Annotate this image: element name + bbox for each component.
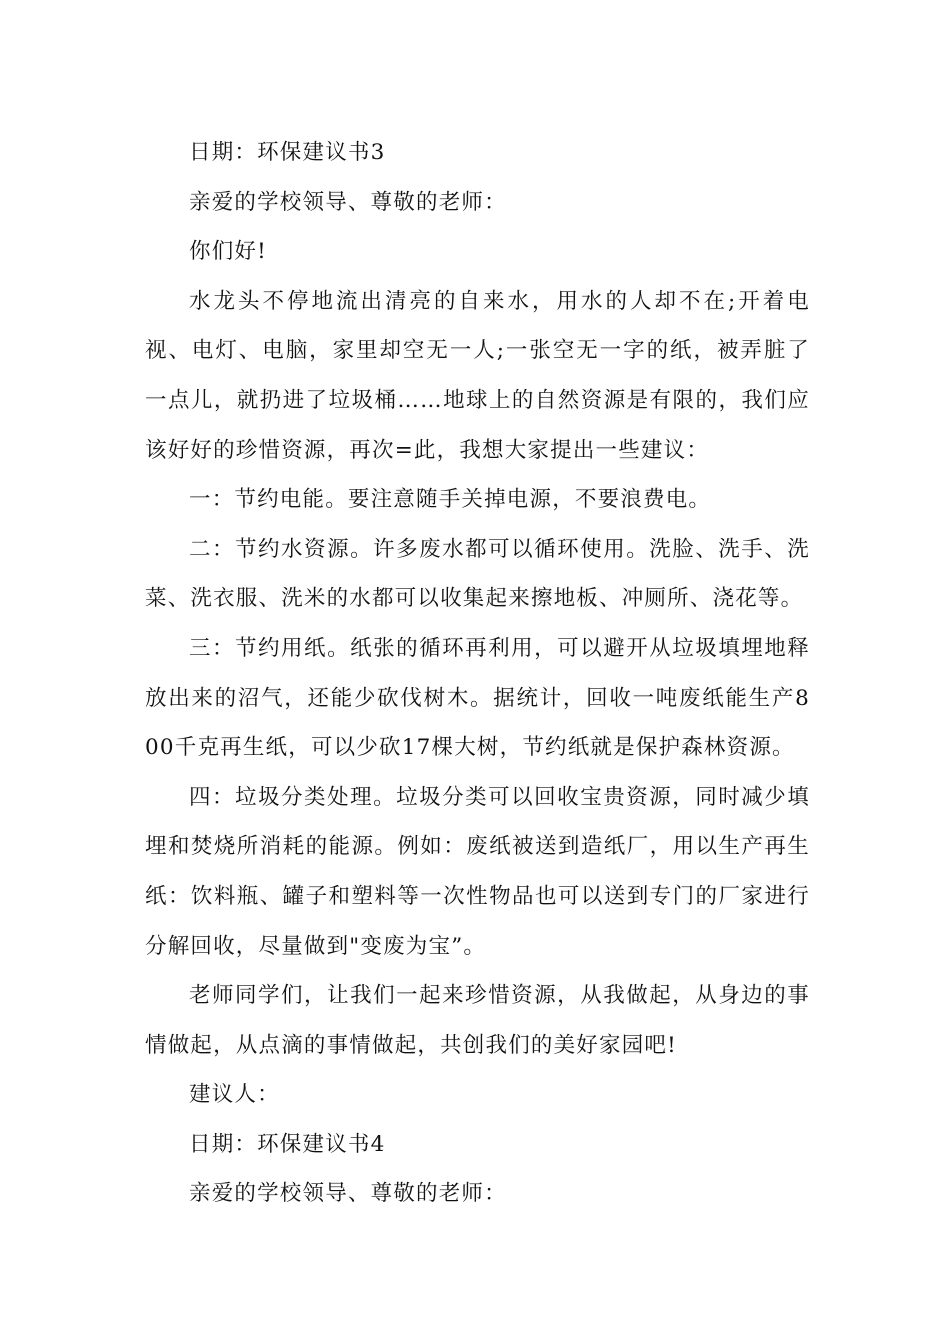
suggestion-1: 一：节约电能。要注意随手关掉电源，不要浪费电。: [189, 487, 712, 513]
suggestion-3: 三：节约用纸。纸张的循环再利用，可以避开从垃圾填埋地释放出来的沼气，还能少砍伐树木。据统计，回收一吨废纸能生产800千克再生纸，可以少砍17棵大树，节约纸就是保护森林资源。: [145, 635, 810, 761]
signature-line: 建议人：: [189, 1082, 280, 1108]
date-line: 日期：环保建议书3: [189, 140, 386, 165]
suggestion-4: 四：垃圾分类处理。垃圾分类可以回收宝贵资源，同时减少填埋和焚烧所消耗的能源。例如：废纸被送到造纸厂，用以生产再生纸：饮料瓶、罐子和塑料等一次性物品也可以送到专门的厂家进行分解回收，尽量做到"变废为宝”。: [145, 784, 810, 959]
intro-paragraph: 水龙头不停地流出清亮的自来水，用水的人却不在;开着电视、电灯、电脑，家里却空无一人;一张空无一字的纸，被弄脏了一点儿，就扔进了垃圾桶……地球上的自然资源是有限的，我们应该好好的珍惜资源，再次=此，我想大家提出一些建议：: [145, 288, 810, 463]
closing-paragraph: 老师同学们，让我们一起来珍惜资源，从我做起，从身边的事情做起，从点滴的事情做起，共创我们的美好家园吧!: [145, 983, 810, 1058]
greeting: 你们好!: [189, 239, 267, 265]
salutation-2: 亲爱的学校领导、尊敬的老师：: [189, 1181, 507, 1207]
date-line-2: 日期：环保建议书4: [189, 1131, 386, 1157]
document-body: [145, 128, 810, 1219]
salutation: 亲爱的学校领导、尊敬的老师：: [189, 189, 507, 215]
suggestion-2: 二：节约水资源。许多废水都可以循环使用。洗脸、洗手、洗菜、洗衣服、洗米的水都可以收集起来擦地板、冲厕所、浇花等。: [145, 536, 810, 612]
